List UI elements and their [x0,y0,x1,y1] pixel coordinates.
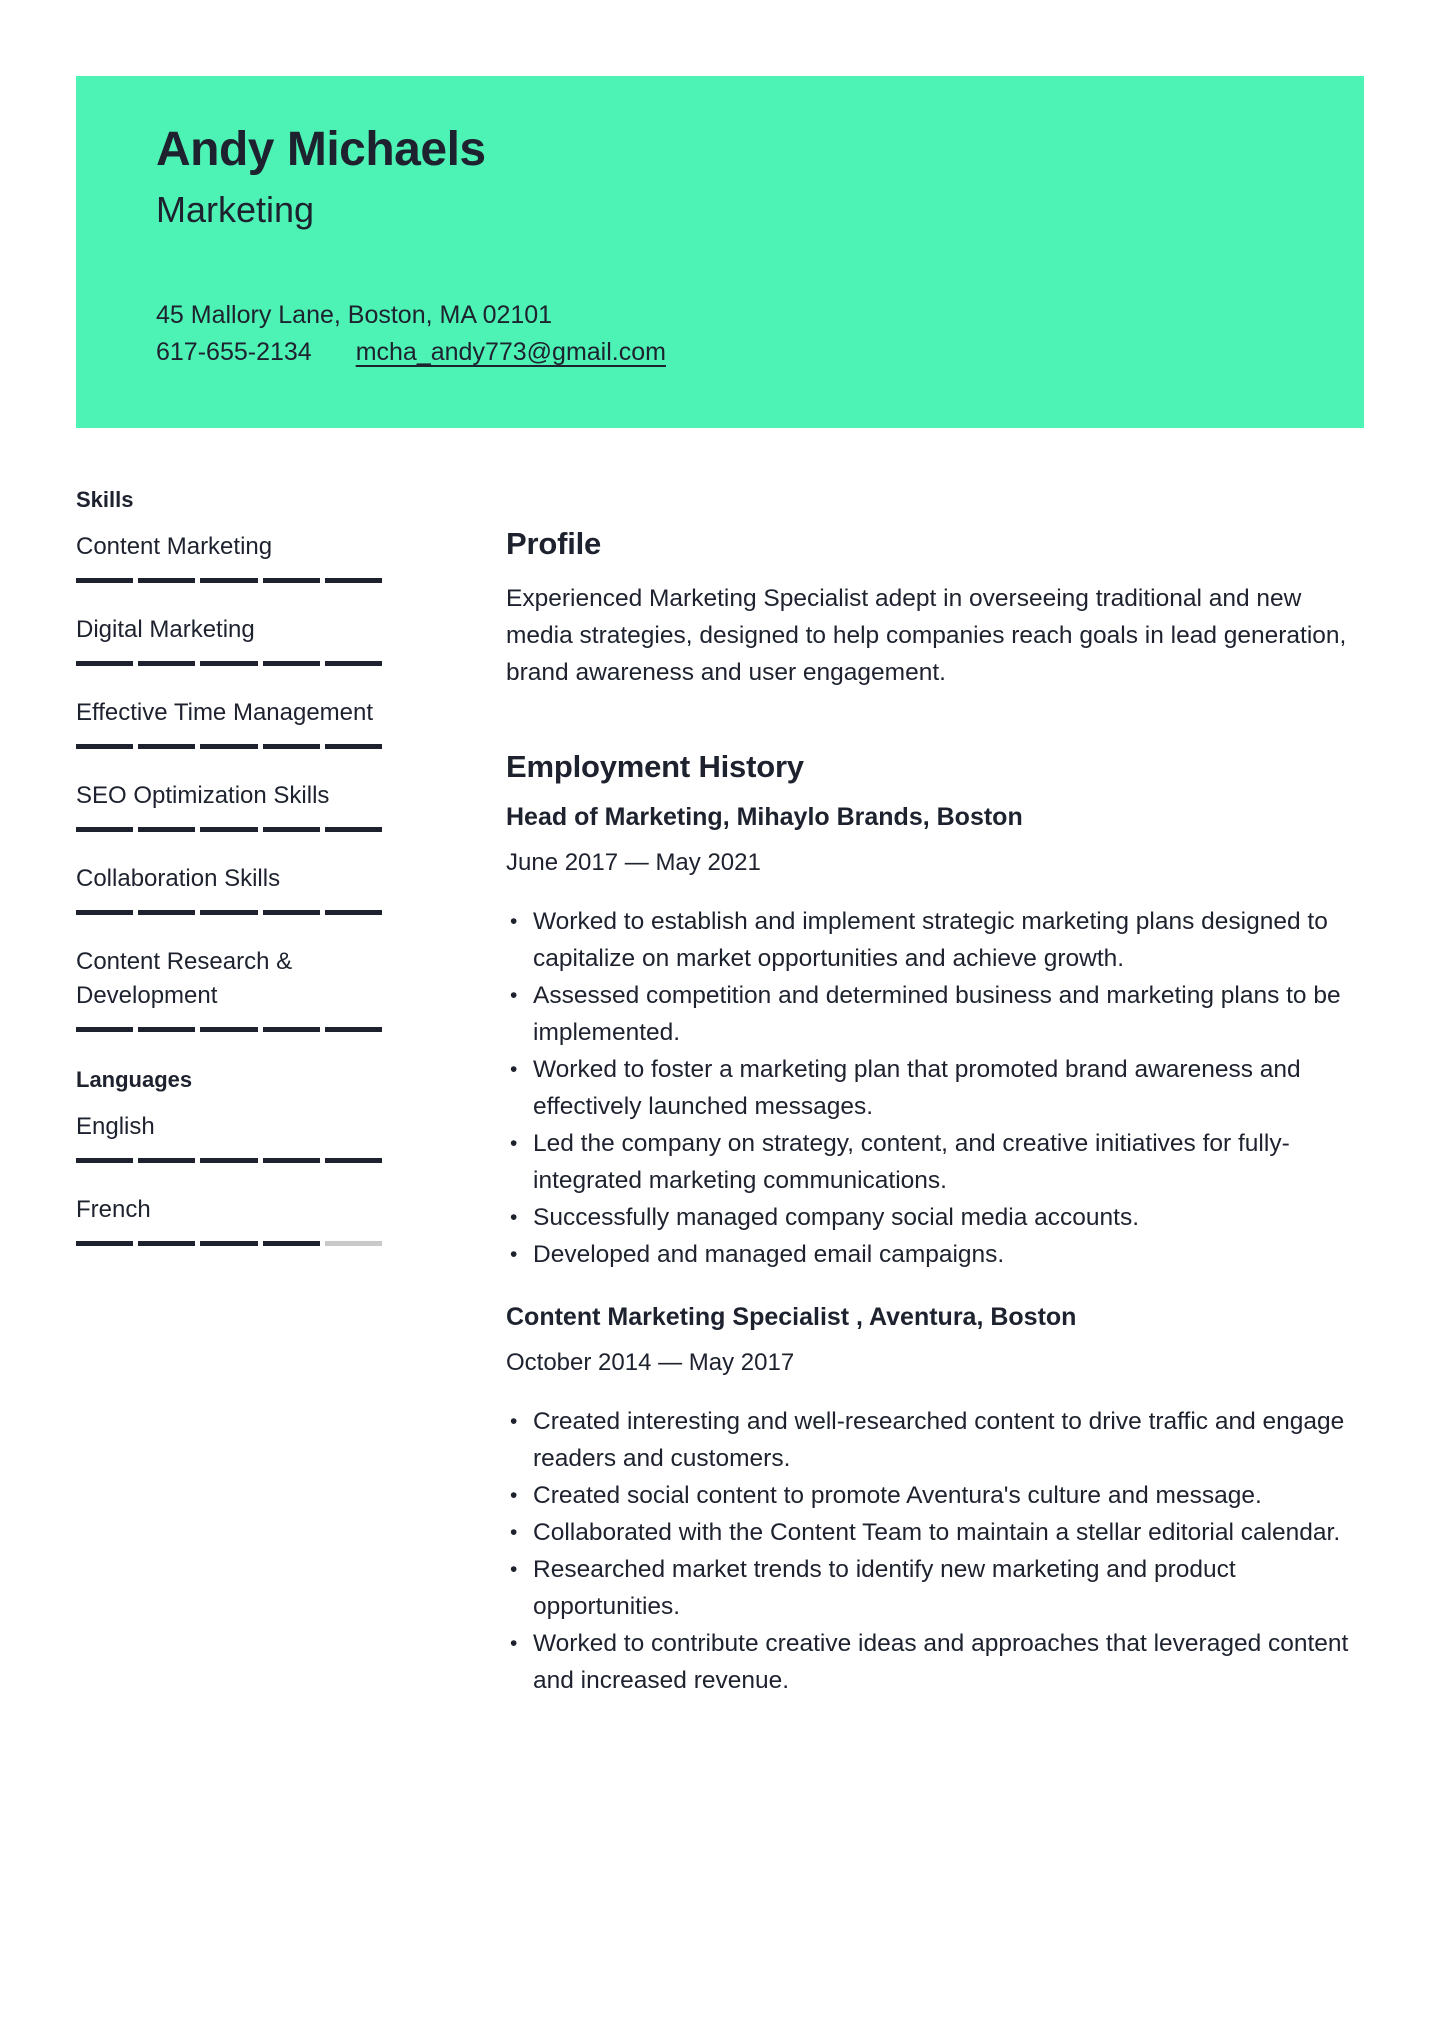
skill-level-segment [263,910,320,915]
job-bullet: • Led the company on strategy, content, and creative initiatives for fully-integrated marketing communications. [506,1125,1364,1199]
skill-level-segment [263,578,320,583]
skill-level-bar [76,661,382,666]
skill-level-segment [200,1027,257,1032]
contact-row [156,334,1284,370]
main-column [506,488,1364,1699]
profile-text: Experienced Marketing Specialist adept in overseeing traditional and new media strategies, designed to help companies reach goals in lead generation, brand awareness and user engagement. [506,585,1347,686]
skill-level-segment [200,827,257,832]
skills-list [76,530,382,1032]
skill-level-bar [76,910,382,915]
profile-heading: Profile [506,526,602,561]
skill-item [76,779,382,832]
employment-section [506,747,1364,1699]
skill-level-segment [76,827,133,832]
skill-level-segment [138,910,195,915]
skill-level-bar [76,1027,382,1032]
skill-label: Content Research & Development [76,948,293,1010]
skill-level-bar [76,1158,382,1163]
job-entry [506,803,1364,1273]
resume-header [76,76,1364,428]
candidate-name: Andy Michaels [156,123,486,176]
jobs-list [506,803,1364,1699]
skill-level-segment [76,661,133,666]
job-bullet: • Developed and managed email campaigns. [506,1236,1364,1273]
skill-level-segment [138,1027,195,1032]
candidate-title: Marketing [156,189,315,230]
skill-level-segment [263,1027,320,1032]
skill-level-bar [76,578,382,583]
skill-level-bar [76,744,382,749]
profile-section [506,524,1364,691]
job-bullet: • Created interesting and well-researched content to drive traffic and engage readers and customers. [506,1403,1364,1477]
skill-item [76,530,382,583]
job-bullet: • Worked to establish and implement strategic marketing plans designed to capitalize on market opportunities and achieve growth. [506,903,1364,977]
languages-list [76,1110,382,1246]
skill-level-segment [200,1158,257,1163]
skill-level-segment [325,1027,382,1032]
skill-level-segment [263,1241,320,1246]
job-bullet: • Collaborated with the Content Team to maintain a stellar editorial calendar. [506,1514,1364,1551]
skills-heading: Skills [76,487,134,512]
email-link[interactable]: mcha_andy773@gmail.com [355,338,666,367]
languages-block [76,1068,382,1246]
skill-level-segment [200,661,257,666]
skill-item [76,862,382,915]
skill-level-segment [138,1241,195,1246]
skill-level-segment [325,1158,382,1163]
skill-level-segment [325,827,382,832]
skill-level-segment [200,1241,257,1246]
skill-level-segment [263,827,320,832]
skill-level-segment [263,661,320,666]
job-dates: June 2017 — May 2021 [506,849,761,876]
skill-level-segment [138,1158,195,1163]
skill-level-segment [138,827,195,832]
skill-level-segment [263,744,320,749]
skill-level-segment [325,578,382,583]
content-columns [76,488,1364,1699]
skill-label: Digital Marketing [76,616,255,644]
skill-level-segment [263,1158,320,1163]
skill-level-segment [325,661,382,666]
skill-item [76,1110,382,1163]
job-bullet-list [506,903,1364,1273]
skill-level-segment [200,578,257,583]
skill-item [76,696,382,749]
job-bullet: • Researched market trends to identify new marketing and product opportunities. [506,1551,1364,1625]
skill-label: Content Marketing [76,533,273,561]
job-bullet: • Worked to contribute creative ideas and approaches that leveraged content and increased revenue. [506,1625,1364,1699]
job-bullet-list [506,1403,1364,1699]
skill-level-segment [76,1027,133,1032]
contact-phone: 617-655-2134 [156,338,312,367]
skill-level-segment [325,910,382,915]
employment-heading: Employment History [506,749,804,784]
job-dates: October 2014 — May 2017 [506,1349,795,1376]
job-bullet: • Assessed competition and determined business and marketing plans to be implemented. [506,977,1364,1051]
job-bullet: • Successfully managed company social media accounts. [506,1199,1364,1236]
skill-level-segment [325,744,382,749]
skill-level-segment [138,578,195,583]
skill-level-segment [76,1241,133,1246]
skill-label: Collaboration Skills [76,865,281,893]
job-bullet: • Worked to foster a marketing plan that promoted brand awareness and effectively launched messages. [506,1051,1364,1125]
skill-level-segment [76,1158,133,1163]
skill-level-bar [76,1241,382,1246]
contact-block [156,297,1284,370]
skill-level-segment [200,910,257,915]
skill-level-segment [76,578,133,583]
skill-level-segment [200,744,257,749]
skill-item [76,613,382,666]
job-title: Content Marketing Specialist , Aventura, Boston [506,1303,1077,1331]
job-bullet: • Created social content to promote Aventura's culture and message. [506,1477,1364,1514]
sidebar [76,488,382,1699]
skill-level-segment [76,744,133,749]
skill-item [76,1193,382,1246]
skill-level-segment [138,661,195,666]
skill-level-segment [138,744,195,749]
skill-item [76,945,382,1032]
skill-label: English [76,1113,155,1141]
skill-label: SEO Optimization Skills [76,782,330,810]
job-title: Head of Marketing, Mihaylo Brands, Boston [506,803,1023,831]
skill-label: Effective Time Management [76,699,374,727]
languages-heading: Languages [76,1067,193,1093]
contact-address: 45 Mallory Lane, Boston, MA 02101 [156,301,553,330]
job-entry [506,1303,1364,1699]
skill-level-segment [325,1241,382,1246]
skill-level-bar [76,827,382,832]
skill-label: French [76,1196,151,1224]
skill-level-segment [76,910,133,915]
